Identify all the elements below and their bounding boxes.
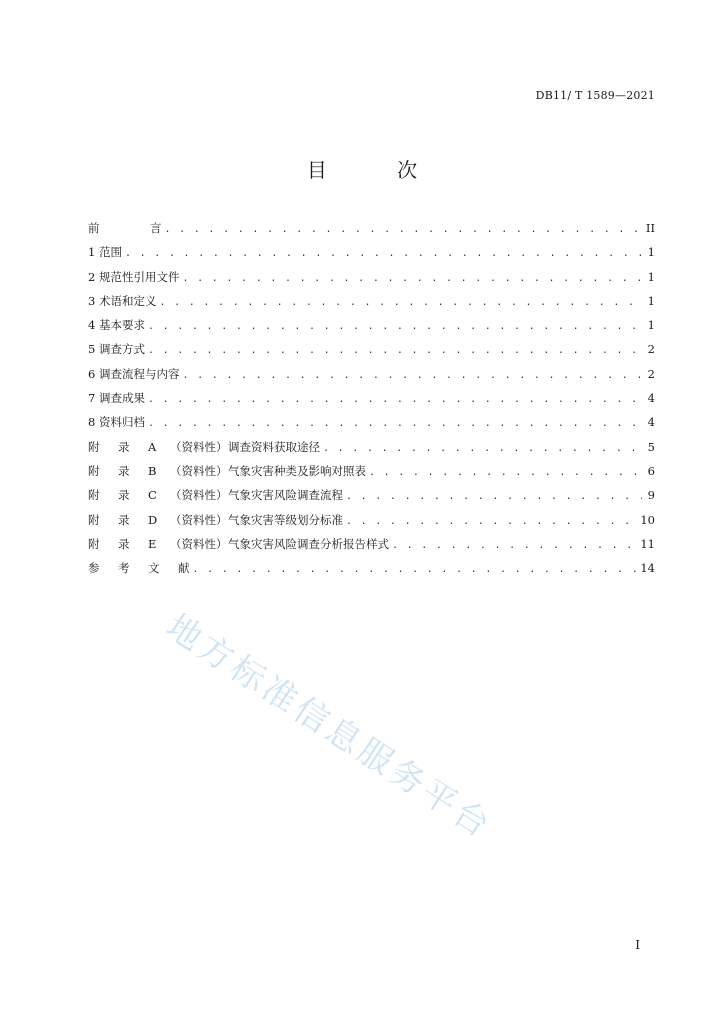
appendix-type: （资料性） <box>170 439 228 454</box>
references-word: 参 <box>88 561 100 576</box>
appendix-word: 附 <box>88 512 100 527</box>
dot-leader <box>392 540 637 551</box>
appendix-word: 录 <box>118 439 130 454</box>
appendix-letter: B <box>148 463 157 478</box>
dot-leader <box>125 248 642 259</box>
page-title: 目 次 <box>306 158 450 182</box>
toc-label-part: 前 <box>88 221 100 235</box>
toc-entry-appendix-d[interactable] <box>88 512 655 536</box>
toc-entry-appendix-b[interactable] <box>88 463 655 487</box>
toc-entry-4[interactable] <box>88 317 655 341</box>
appendix-letter: C <box>148 488 157 503</box>
appendix-letter: A <box>148 439 157 454</box>
toc-page-number: 4 <box>647 391 655 406</box>
appendix-title: 气象灾害种类及影响对照表 <box>228 463 366 478</box>
toc-page-number: 1 <box>647 269 655 284</box>
toc-entry-1[interactable] <box>88 244 655 268</box>
appendix-type: （资料性） <box>170 512 228 527</box>
toc-page-number: 2 <box>647 342 655 357</box>
toc-entry-foreword[interactable] <box>88 220 655 244</box>
dot-leader <box>148 418 642 429</box>
toc-page-number: 1 <box>647 318 655 333</box>
dot-leader <box>346 516 637 527</box>
table-of-contents <box>88 220 655 584</box>
toc-page-number: 1 <box>647 245 655 260</box>
appendix-type: （资料性） <box>170 536 228 551</box>
toc-page-number: 14 <box>640 561 655 576</box>
toc-page-number: 5 <box>647 439 655 454</box>
appendix-word: 附 <box>88 488 100 503</box>
appendix-word: 附 <box>88 536 100 551</box>
dot-leader <box>323 443 642 454</box>
appendix-type: （资料性） <box>170 463 228 478</box>
toc-label: 8 资料归档 <box>88 415 145 430</box>
dot-leader <box>369 467 642 478</box>
appendix-title: 气象灾害风险调查流程 <box>228 488 343 503</box>
dot-leader <box>182 370 642 381</box>
toc-entry-appendix-e[interactable] <box>88 536 655 560</box>
appendix-letter: D <box>148 512 158 527</box>
footer-page-number: I <box>635 938 640 952</box>
toc-entry-appendix-a[interactable] <box>88 439 655 463</box>
toc-entry-6[interactable] <box>88 366 655 390</box>
toc-label: 2 规范性引用文件 <box>88 269 180 284</box>
appendix-title: 调查资料获取途径 <box>228 439 320 454</box>
dot-leader <box>148 345 642 356</box>
toc-page-number: II <box>645 221 655 235</box>
dot-leader <box>148 394 642 405</box>
toc-page-number: 11 <box>640 536 655 551</box>
references-word: 献 <box>178 561 190 576</box>
appendix-word: 附 <box>88 463 100 478</box>
toc-label-part: 言 <box>150 221 162 235</box>
toc-page-number: 10 <box>640 512 655 527</box>
toc-page-number: 2 <box>647 366 655 381</box>
toc-entry-2[interactable] <box>88 269 655 293</box>
dot-leader <box>182 273 642 284</box>
toc-entry-5[interactable] <box>88 341 655 365</box>
toc-entry-references[interactable] <box>88 560 655 584</box>
toc-label: 7 调查成果 <box>88 391 145 406</box>
appendix-letter: E <box>148 536 157 551</box>
toc-label: 1 范围 <box>88 245 122 260</box>
appendix-word: 附 <box>88 439 100 454</box>
toc-page-number: 9 <box>647 488 655 503</box>
references-word: 考 <box>118 561 130 576</box>
appendix-word: 录 <box>118 536 130 551</box>
toc-entry-3[interactable] <box>88 293 655 317</box>
toc-entry-8[interactable] <box>88 414 655 438</box>
appendix-word: 录 <box>118 463 130 478</box>
dot-leader <box>159 297 642 308</box>
dot-leader <box>148 321 642 332</box>
toc-label: 6 调查流程与内容 <box>88 366 180 381</box>
toc-page-number: 6 <box>647 463 655 478</box>
toc-label: 4 基本要求 <box>88 318 145 333</box>
standard-code: DB11/ T 1589—2021 <box>535 89 655 102</box>
toc-entry-7[interactable] <box>88 390 655 414</box>
appendix-title: 气象灾害风险调查分析报告样式 <box>228 536 389 551</box>
appendix-title: 气象灾害等级划分标准 <box>228 512 343 527</box>
toc-page-number: 4 <box>647 415 655 430</box>
toc-entry-appendix-c[interactable] <box>88 487 655 511</box>
appendix-word: 录 <box>118 512 130 527</box>
toc-page-number: 1 <box>647 293 655 308</box>
dot-leader <box>193 564 638 575</box>
toc-label: 3 术语和定义 <box>88 293 157 308</box>
watermark: 地方标准信息服务平台 <box>158 606 500 848</box>
references-word: 文 <box>148 561 160 576</box>
toc-label: 5 调查方式 <box>88 342 145 357</box>
dot-leader <box>346 491 642 502</box>
dot-leader <box>165 224 643 235</box>
appendix-word: 录 <box>118 488 130 503</box>
appendix-type: （资料性） <box>170 488 228 503</box>
